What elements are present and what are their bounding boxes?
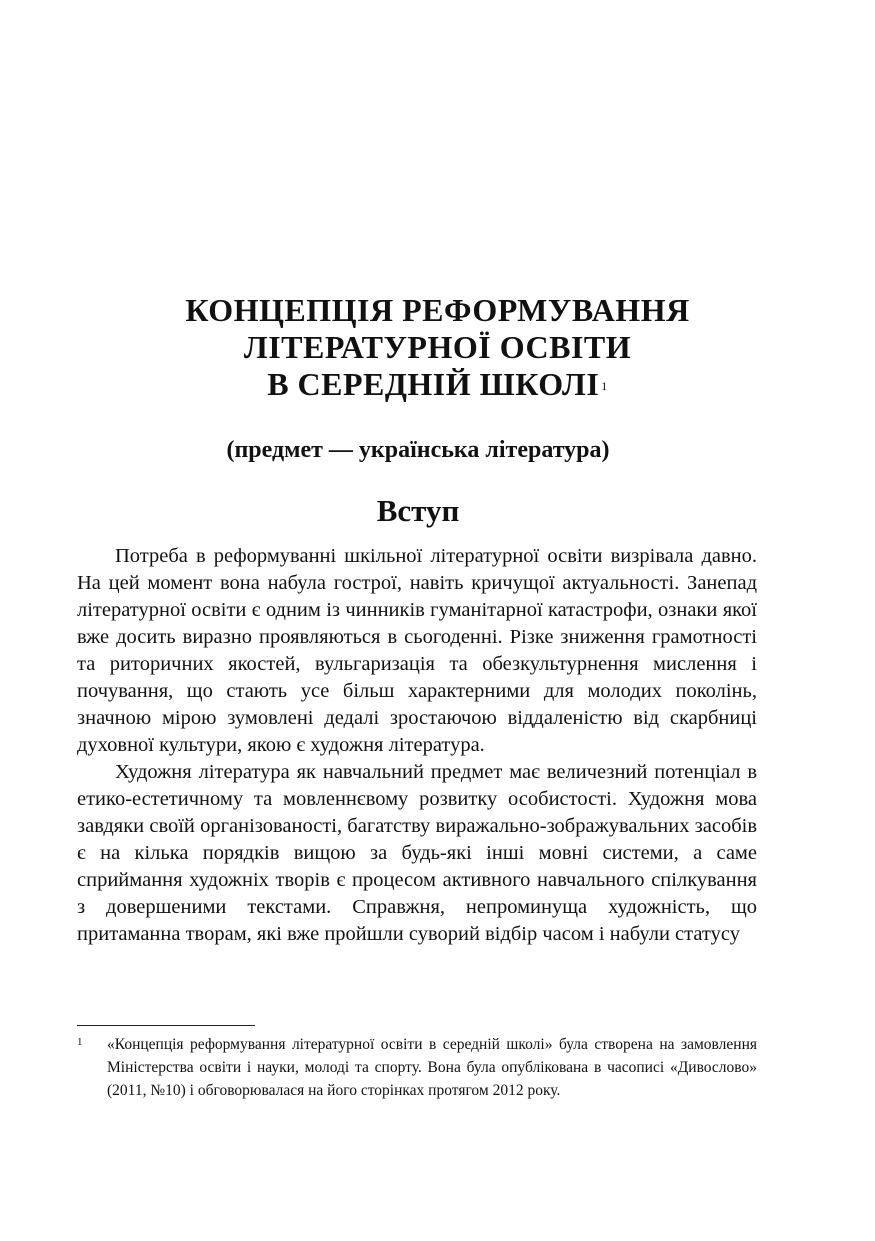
body-text <box>77 543 757 948</box>
title-line-1: КОНЦЕПЦІЯ РЕФОРМУВАННЯ <box>185 292 690 328</box>
title-line-3 <box>0 366 875 403</box>
section-heading: Вступ <box>376 493 460 528</box>
paragraph-2: Художня література як навчальний предмет має величезний потенціал в етико-естетичному та мовленнєвому розвитку особистості. Художня мова завдяки своїй організованості, багатству виражально-зображувальних засобів є на кілька порядків вищою за будь-які інші мовні системи, а саме сприймання художніх творів є процесом активного навчального спілкування з довершеними текстами. Справжня, непроминуща художність, що притаманна творам, які вже пройшли суворий відбір часом і набули статусу <box>77 761 757 945</box>
paragraph-1: Потреба в реформуванні шкільної літературної освіти визрівала давно. На цей момент вона набула гострої, навіть кричущої актуальності. Занепад літературної освіти є одним із чинників гуманітарної катастрофи, ознаки якої вже досить виразно проявляються в сьогоденні. Різке зниження грамотності та риторичних якостей, вульгаризація та обезкультурнення мислення і почування, що стають усе більш характерними для молодих поколінь, значною мірою зумовлені дедалі зростаючою віддаленістю від скарбниці духовної культури, якою є художня література. <box>77 545 757 756</box>
footnote-mark: 1 <box>77 1036 83 1048</box>
document-title <box>0 292 875 403</box>
footnote <box>77 1033 757 1102</box>
title-line-2: ЛІТЕРАТУРНОЇ ОСВІТИ <box>243 329 632 365</box>
footnote-divider <box>77 1025 255 1026</box>
footnote-text: «Концепція реформування літературної освіти в середній школі» була створена на замовлення Міністерства освіти і науки, молоді та спорту. Вона була опублікована в часописі «Дивослово» (2011, №10) і обговорювалася на його сторінках протягом 2012 року. <box>107 1036 757 1099</box>
title-line-3-text: В СЕРЕДНІЙ ШКОЛІ <box>267 366 600 402</box>
document-subtitle: (предмет — українська література) <box>226 437 610 463</box>
title-footnote-ref[interactable]: 1 <box>601 379 608 393</box>
